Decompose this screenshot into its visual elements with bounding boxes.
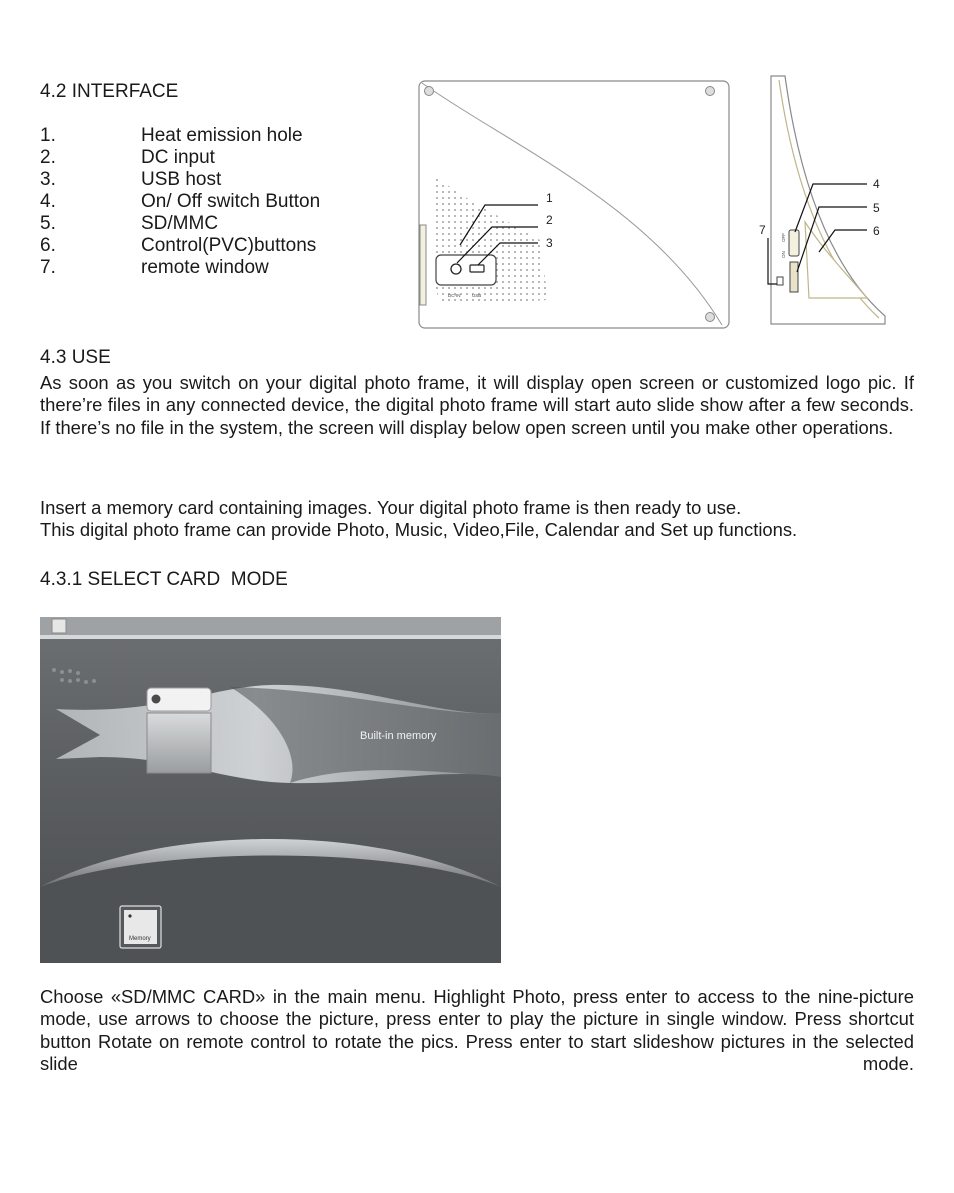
- item-number: 1.: [40, 125, 56, 146]
- callout-7: 7: [759, 223, 766, 237]
- use-heading: 4.3 USE: [40, 347, 111, 368]
- list-item: [40, 213, 370, 235]
- item-number: 5.: [40, 213, 56, 234]
- corner-icon: [52, 619, 66, 633]
- remote-window: [777, 277, 783, 285]
- interface-list: [40, 125, 370, 279]
- item-number: 4.: [40, 191, 56, 212]
- list-item: [40, 125, 370, 147]
- interface-heading: 4.2 INTERFACE: [40, 81, 179, 102]
- memory-card-icon[interactable]: [147, 713, 211, 773]
- item-text: USB host: [141, 169, 222, 190]
- dc-input-port: [451, 264, 461, 274]
- sd-slot: [790, 262, 798, 292]
- use-paragraph-2b: This digital photo frame can provide Photo, Music, Video,File, Calendar and Set up functions.: [40, 519, 798, 540]
- port-panel: [436, 255, 496, 285]
- off-label: OFF: [781, 233, 786, 242]
- dc-in-label: DC-IN: [448, 293, 461, 298]
- callout-2: 2: [546, 213, 553, 227]
- frame-side-diagram: [755, 72, 890, 332]
- list-item: [40, 235, 370, 257]
- callout-1: 1: [546, 191, 553, 205]
- on-label: ON: [781, 251, 786, 258]
- item-number: 2.: [40, 147, 56, 168]
- screw-hole: [706, 313, 715, 322]
- item-text: SD/MMC: [141, 213, 219, 234]
- item-text: DC input: [141, 147, 215, 168]
- usb-label: USB: [472, 293, 482, 298]
- callout-5: 5: [873, 201, 880, 215]
- list-item: [40, 191, 370, 213]
- built-in-memory-label: Built-in memory: [360, 730, 437, 742]
- card-mode-paragraph: Choose «SD/MMC CARD» in the main menu. Highlight Photo, press enter to access to the nine-picture mode, use arrows to choose the picture, press enter to play the picture in single window. Press shortcut button Rotate on remote control to rotate the pics. Press enter to start slideshow pictures in the selected slide mode.: [40, 986, 914, 1075]
- memory-icon-label: Memory: [129, 936, 151, 942]
- item-text: Control(PVC)buttons: [141, 235, 317, 256]
- callout-3: 3: [546, 236, 553, 250]
- top-bar-highlight: [40, 635, 501, 639]
- list-item: [40, 257, 370, 279]
- callout-6: 6: [873, 224, 880, 238]
- list-item: [40, 147, 370, 169]
- side-panel: [420, 225, 426, 305]
- frame-back-diagram: [410, 75, 735, 335]
- screw-hole: [706, 87, 715, 96]
- item-text: remote window: [141, 257, 269, 278]
- use-paragraph-1: As soon as you switch on your digital photo frame, it will display open screen or customized logo pic. If there’re files in any connected device, the digital photo frame will start auto slide show after a few seconds. If there’s no file in the system, the screen will display below open screen until you make other operations.: [40, 372, 914, 438]
- item-number: 7.: [40, 257, 56, 278]
- item-number: 3.: [40, 169, 56, 190]
- use-paragraph-2a: Insert a memory card containing images. Your digital photo frame is then ready to use.: [40, 497, 742, 518]
- callout-4: 4: [873, 177, 880, 191]
- item-text: On/ Off switch Button: [141, 191, 321, 212]
- item-number: 6.: [40, 235, 56, 256]
- power-switch: [789, 230, 799, 256]
- list-item: [40, 169, 370, 191]
- usb-port: [470, 265, 484, 272]
- card-mode-heading: 4.3.1 SELECT CARD MODE: [40, 569, 288, 590]
- select-card-screenshot: [40, 617, 501, 963]
- screw-hole: [425, 87, 434, 96]
- item-text: Heat emission hole: [141, 125, 303, 146]
- card-tab-dot: [152, 695, 161, 704]
